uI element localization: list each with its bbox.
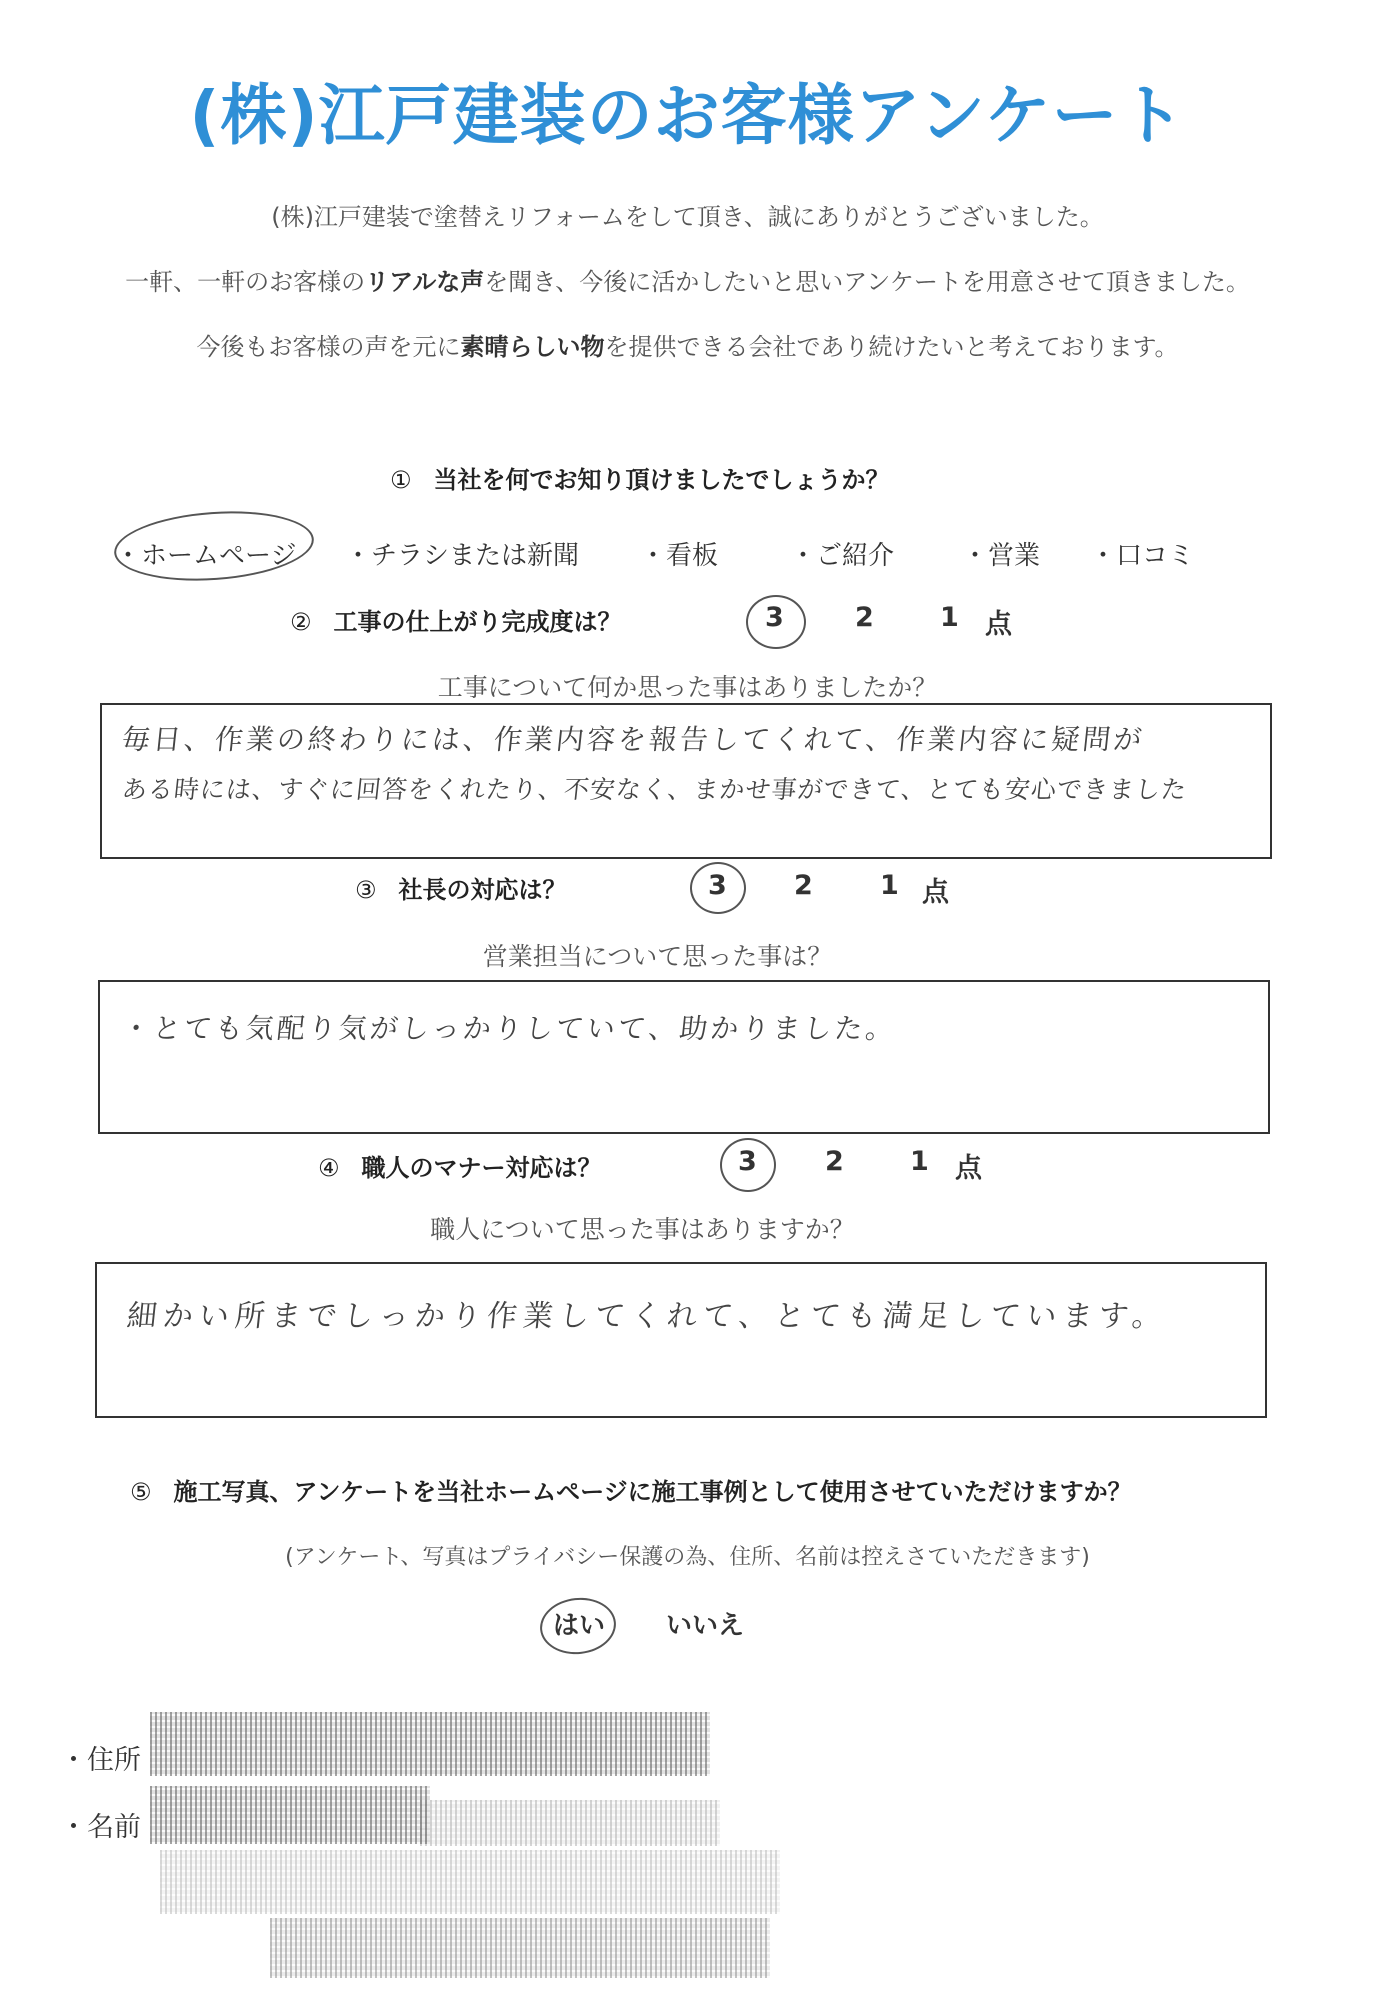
question-5: ⑤ 施工写真、アンケートを当社ホームページに施工事例として使用させていただけますか？ [130,1478,1132,1506]
q5-no[interactable]: いいえ [666,1611,745,1641]
q5-yes[interactable]: はい [553,1611,606,1641]
q3-answer-line-1: ・とても気配り気がしっかりしていて、助かりました。 [120,1012,899,1045]
q4-score-3[interactable]: 3 [738,1146,757,1177]
page-title: (株)江戸建装のお客様アンケート [189,77,1186,154]
redacted-area [270,1918,770,1978]
q4-score-unit: 点 [955,1153,982,1184]
intro-line-3: 今後もお客様の声を元に素晴らしい物を提供できる会社であり続けたいと考えております。 [196,333,1179,361]
option-homepage[interactable]: ・ホームページ [115,541,297,571]
question-2: ② 工事の仕上がり完成度は？ [290,608,622,636]
q4-answer-box[interactable] [95,1262,1267,1418]
name-redacted [150,1786,430,1844]
question-1: ① 当社を何でお知り頂けましたでしょうか？ [390,466,890,494]
q2-subquestion: 工事について何か思った事はありましたか？ [437,673,938,702]
q3-score-3[interactable]: 3 [708,870,727,901]
q2-score-unit: 点 [985,609,1012,640]
q3-score-2[interactable]: 2 [794,870,813,901]
question-3: ③ 社長の対応は？ [355,876,567,904]
q4-subquestion: 職人について思った事はありますか？ [430,1215,855,1244]
q5-note: (アンケート、写真はプライバシー保護の為、住所、名前は控えさていただきます) [285,1545,1090,1570]
q3-score-unit: 点 [922,877,949,908]
address-redacted [150,1712,710,1776]
option-referral[interactable]: ・ご紹介 [790,541,895,571]
intro-line-2: 一軒、一軒のお客様のリアルな声を聞き、今後に活かしたいと思いアンケートを用意させて頂きました。 [125,268,1250,296]
q4-score-2[interactable]: 2 [825,1146,844,1177]
q2-score-3[interactable]: 3 [765,602,784,633]
name-label: ・名前 [60,1812,141,1843]
q4-score-1[interactable]: 1 [910,1146,929,1177]
q3-answer-box[interactable] [98,980,1270,1134]
option-flyer[interactable]: ・チラシまたは新聞 [345,541,580,571]
option-sales[interactable]: ・営業 [962,541,1041,571]
q2-answer-line-1: 毎日、作業の終わりには、作業内容を報告してくれて、作業内容に疑問が [120,723,1147,756]
q4-answer-line-1: 細かい所までしっかり作業してくれて、とても満足しています。 [125,1299,1170,1334]
q3-subquestion: 営業担当について思った事は？ [482,942,833,971]
option-signboard[interactable]: ・看板 [640,541,719,571]
q3-score-1[interactable]: 1 [880,870,899,901]
q2-score-2[interactable]: 2 [855,602,874,633]
address-label: ・住所 [60,1745,141,1776]
selection-circle [112,505,316,587]
q2-answer-box[interactable] [100,703,1272,859]
option-word-of-mouth[interactable]: ・口コミ [1090,541,1195,571]
q2-score-1[interactable]: 1 [940,602,959,633]
intro-line-1: (株)江戸建装で塗替えリフォームをして頂き、誠にありがとうございました。 [271,203,1104,231]
q2-answer-line-2: ある時には、すぐに回答をくれたり、不安なく、まかせ事ができて、とても安心できました [120,775,1189,804]
question-4: ④ 職人のマナー対応は？ [318,1154,602,1182]
redacted-area [420,1800,720,1846]
redacted-area [160,1850,780,1914]
